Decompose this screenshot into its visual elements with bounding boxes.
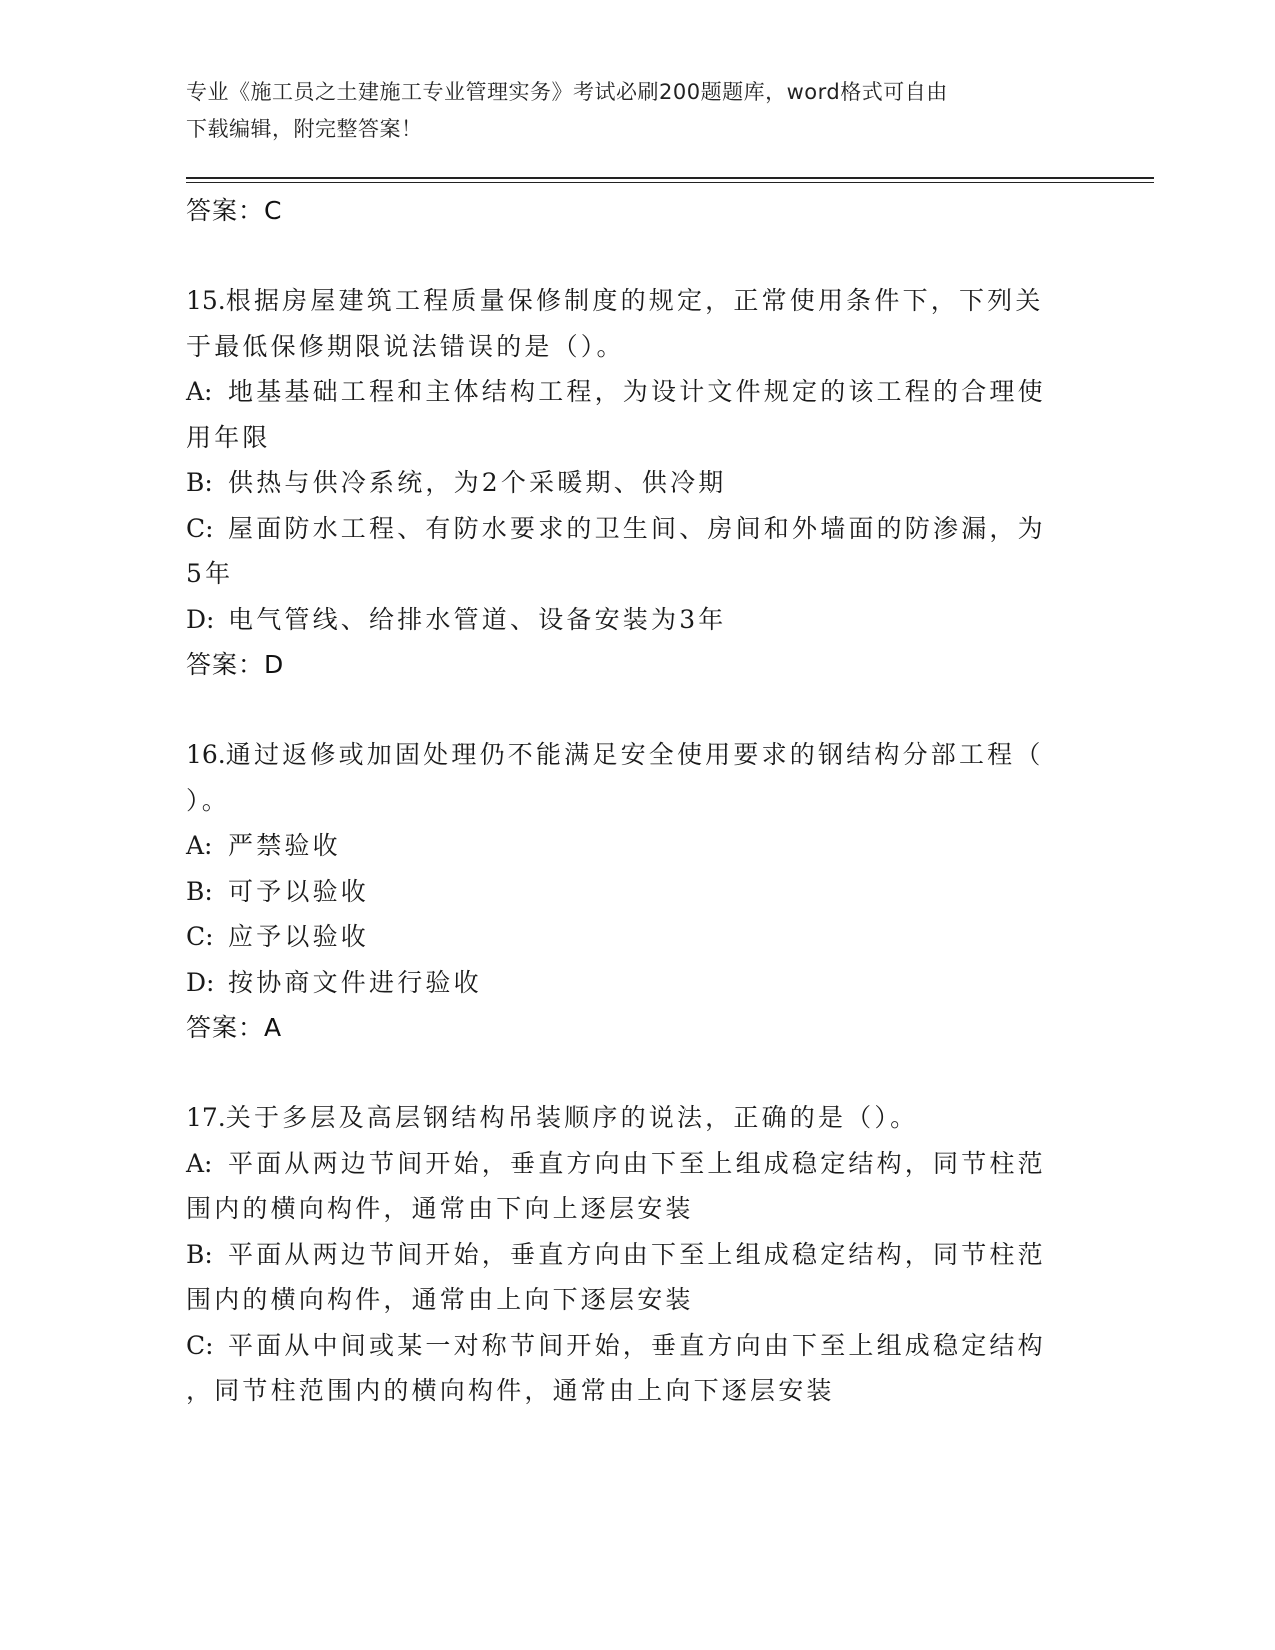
- option-key: B:: [186, 1239, 213, 1269]
- option-key: A:: [186, 377, 213, 406]
- header-line-2: 下载编辑，附完整答案！: [186, 117, 423, 141]
- question-17: [186, 1095, 1066, 1414]
- option-d: [186, 960, 1066, 1006]
- option-text-line: 平面从中间或某一对称节间开始，垂直方向由下至上组成稳定结构: [228, 1330, 1046, 1360]
- option-key: C:: [186, 922, 214, 951]
- question-stem: [186, 278, 1066, 324]
- option-key: D:: [186, 967, 215, 997]
- option-a: [186, 1141, 1066, 1187]
- option-text-line: 屋面防水工程、有防水要求的卫生间、房间和外墙面的防渗漏，为: [228, 513, 1046, 543]
- option-text-line: 电气管线、给排水管道、设备安装为3年: [228, 604, 727, 634]
- option-key: C:: [186, 513, 214, 543]
- option-text-line: 按协商文件进行验收: [228, 967, 482, 997]
- option-a: [186, 369, 1066, 415]
- option-text-line: 5年: [186, 559, 234, 588]
- option-key: B:: [186, 876, 213, 906]
- question-number: 16.: [186, 740, 226, 769]
- spacer: [186, 1051, 1066, 1095]
- option-a: [186, 823, 1066, 869]
- question-number: 17.: [186, 1103, 226, 1132]
- option-text-line: 平面从两边节间开始，垂直方向由下至上组成稳定结构，同节柱范: [228, 1239, 1046, 1269]
- option-text-line: 供热与供冷系统，为2个采暖期、供冷期: [228, 468, 727, 497]
- answer-line: 答案：D: [186, 650, 285, 679]
- spacer: [186, 688, 1066, 732]
- option-key: D:: [186, 604, 215, 634]
- question-text-line: ）。: [186, 785, 230, 815]
- question-stem: [186, 1095, 1066, 1141]
- option-c: [186, 1323, 1066, 1369]
- header-line-1: 专业《施工员之土建施工专业管理实务》考试必刷200题题库，word格式可自由: [186, 80, 948, 104]
- option-b: [186, 460, 1066, 506]
- question-text-line: 于最低保修期限说法错误的是（）。: [186, 331, 625, 361]
- question-stem: [186, 732, 1066, 778]
- document-body: [186, 188, 1066, 1414]
- question-15: [186, 278, 1066, 688]
- option-key: A:: [186, 1148, 213, 1178]
- option-b: [186, 869, 1066, 915]
- option-text-line: 围内的横向构件，通常由上向下逐层安装: [186, 1285, 694, 1314]
- header-divider-thick: [186, 177, 1154, 179]
- option-key: C:: [186, 1330, 214, 1360]
- option-text-line: 用年限: [186, 422, 271, 452]
- question-text-line: 关于多层及高层钢结构吊装顺序的说法，正确的是（）。: [225, 1103, 919, 1132]
- option-d: [186, 597, 1066, 643]
- header-divider-thin: [186, 182, 1154, 183]
- option-text-line: 围内的横向构件，通常由下向上逐层安装: [186, 1194, 694, 1223]
- option-text-line: 平面从两边节间开始，垂直方向由下至上组成稳定结构，同节柱范: [228, 1148, 1046, 1178]
- option-key: B:: [186, 468, 213, 497]
- question-number: 15.: [186, 286, 226, 315]
- option-b: [186, 1232, 1066, 1278]
- previous-answer: 答案：C: [186, 196, 283, 225]
- option-text-line: 严禁验收: [228, 831, 341, 860]
- question-text-line: 根据房屋建筑工程质量保修制度的规定，正常使用条件下，下列关: [225, 286, 1044, 315]
- option-text-line: 地基基础工程和主体结构工程，为设计文件规定的该工程的合理使: [228, 377, 1046, 406]
- option-text-line: 可予以验收: [228, 876, 370, 906]
- option-c: [186, 506, 1066, 552]
- document-header: [186, 74, 1066, 148]
- option-key: A:: [186, 831, 213, 860]
- question-16: [186, 732, 1066, 1051]
- option-text-line: ，同节柱范围内的横向构件，通常由上向下逐层安装: [186, 1376, 835, 1405]
- option-c: [186, 914, 1066, 960]
- answer-line: 答案：A: [186, 1013, 283, 1042]
- question-text-line: 通过返修或加固处理仍不能满足安全使用要求的钢结构分部工程（: [225, 740, 1044, 769]
- spacer: [186, 234, 1066, 278]
- option-text-line: 应予以验收: [228, 922, 370, 951]
